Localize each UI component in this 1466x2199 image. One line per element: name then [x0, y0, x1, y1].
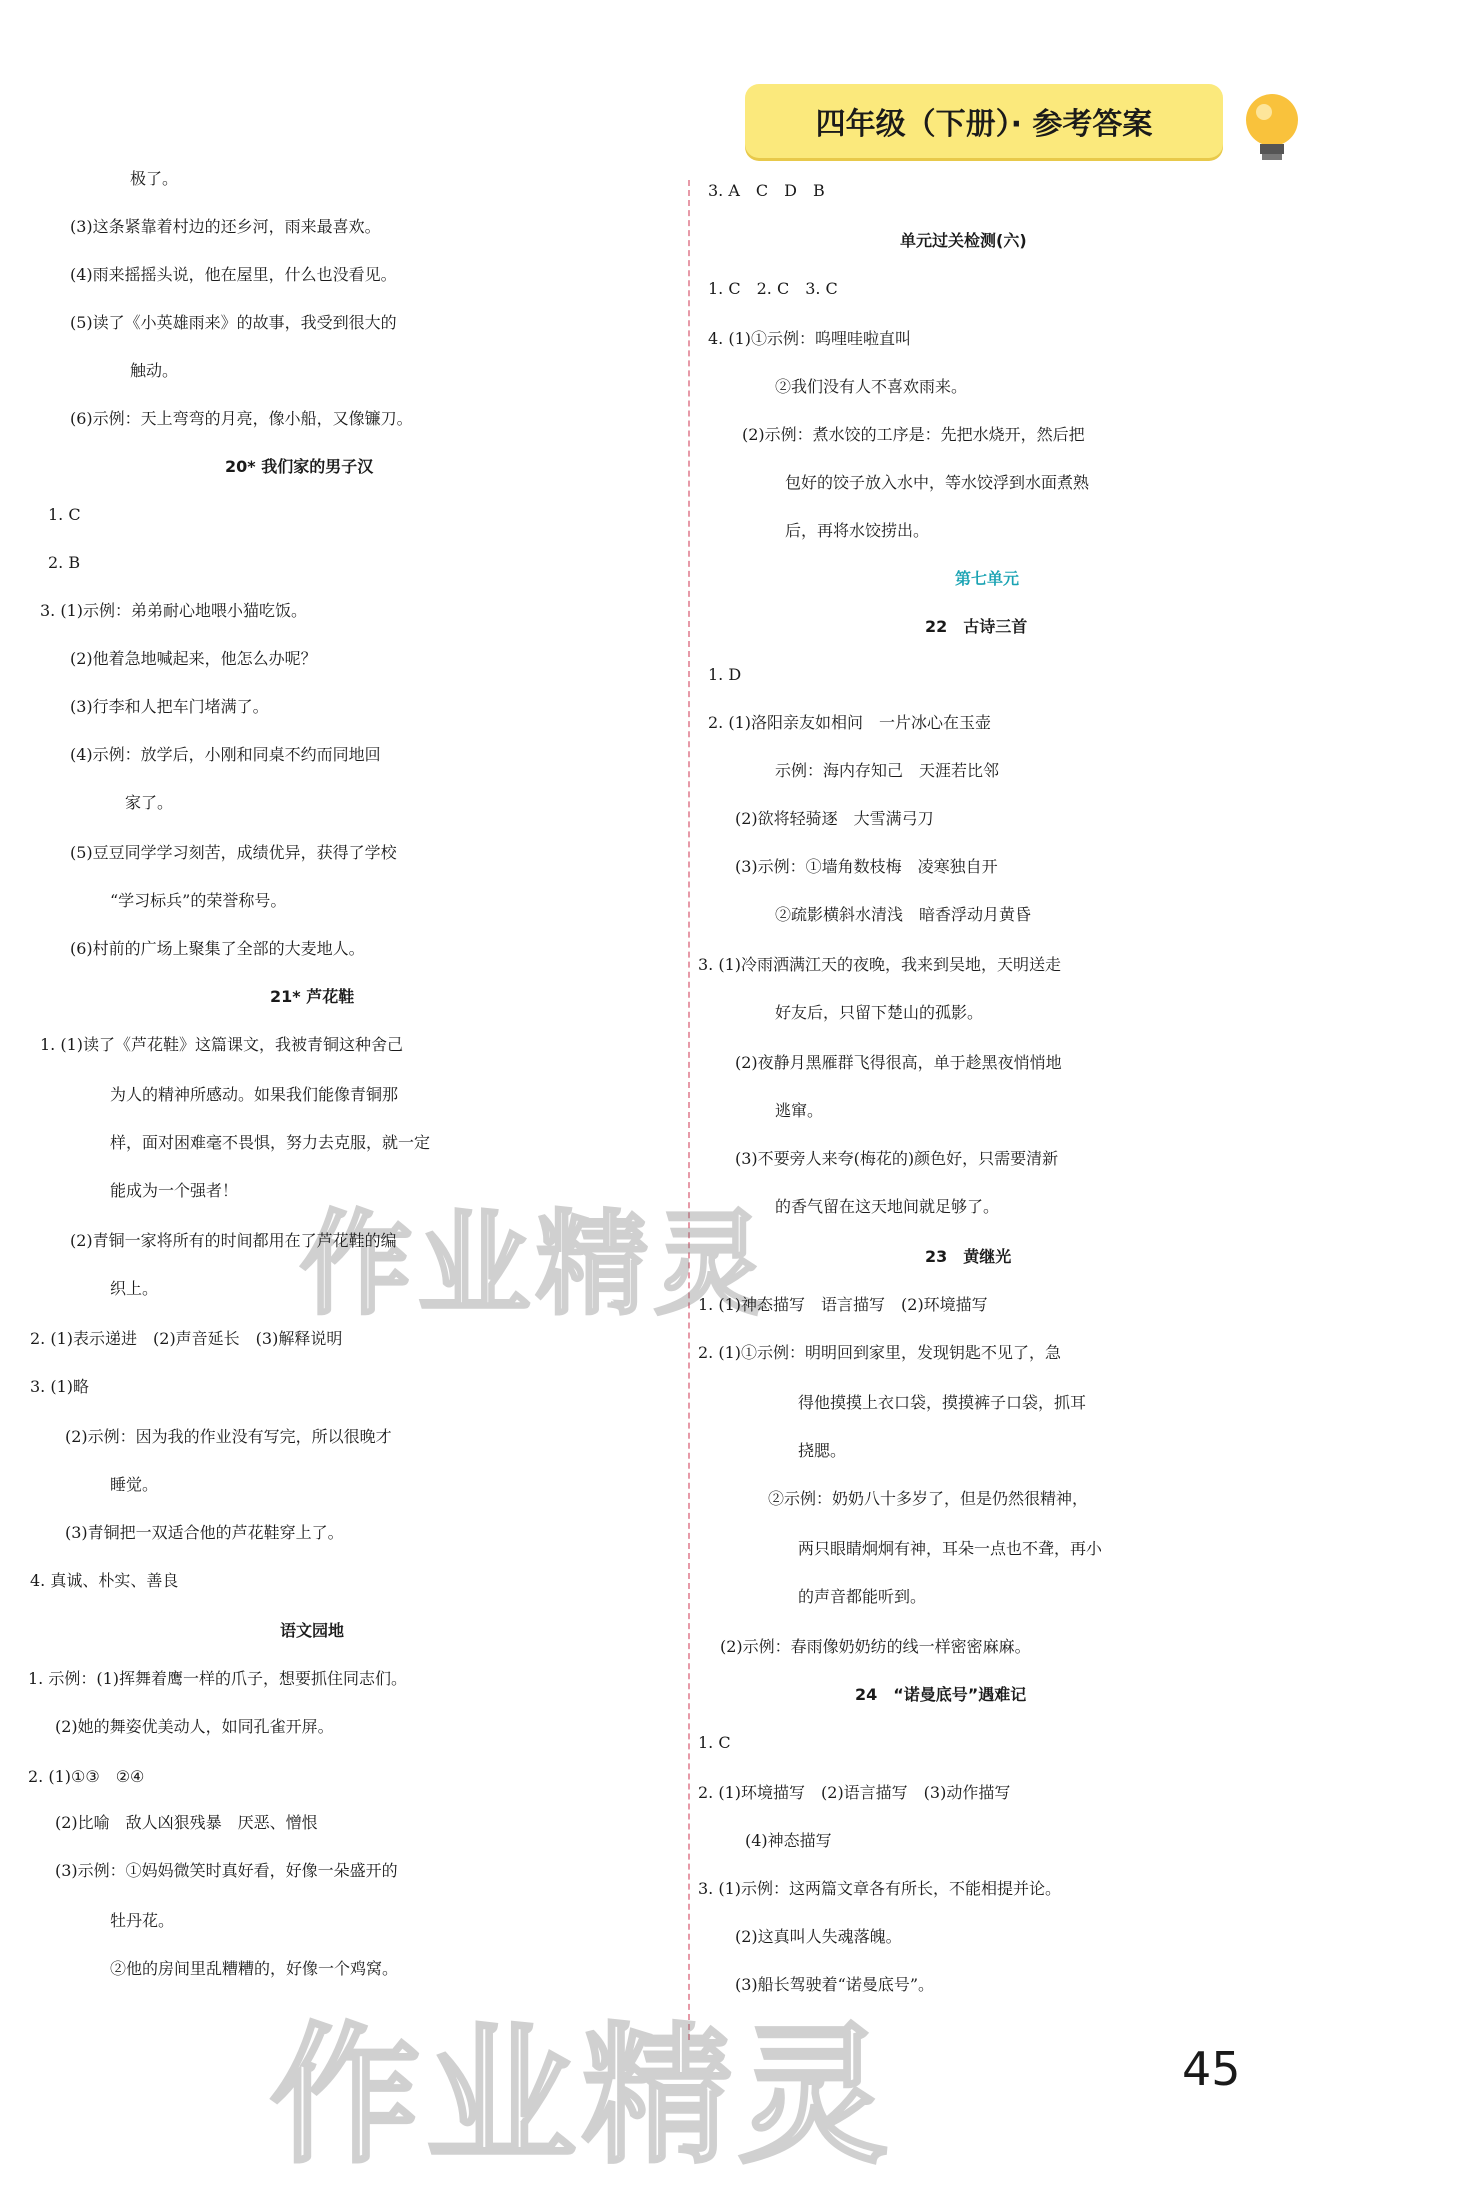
answer-line: (3)行李和人把车门堵满了。	[70, 697, 269, 716]
answer-line: (3)这条紧靠着村边的还乡河，雨来最喜欢。	[70, 217, 381, 236]
page-number: 45	[1182, 2042, 1241, 2096]
section-heading: 语文园地	[280, 1621, 345, 1640]
answer-line: 1. C	[48, 505, 81, 524]
answer-line: (2)欲将轻骑逐 大雪满弓刀	[735, 809, 934, 828]
answer-line: 示例：海内存知己 天涯若比邻	[775, 761, 1000, 780]
answer-line: 的香气留在这天地间就足够了。	[775, 1197, 1000, 1216]
answer-line: 为人的精神所感动。如果我们能像青铜那	[110, 1085, 399, 1104]
answer-line: 1. (1)读了《芦花鞋》这篇课文，我被青铜这种舍己	[40, 1035, 404, 1054]
answer-line: (2)青铜一家将所有的时间都用在了芦花鞋的编	[70, 1231, 397, 1250]
answer-line: 睡觉。	[110, 1475, 159, 1494]
answer-line: 3. (1)略	[30, 1377, 90, 1396]
answer-line: 的声音都能听到。	[798, 1587, 927, 1606]
section-heading: 单元过关检测(六)	[900, 231, 1027, 250]
answer-line: (6)示例：天上弯弯的月亮，像小船，又像镰刀。	[70, 409, 413, 428]
section-heading: 21* 芦花鞋	[270, 987, 355, 1006]
lightbulb-icon	[1232, 84, 1312, 174]
answer-line: 2. (1)①示例：明明回到家里，发现钥匙不见了，急	[698, 1343, 1062, 1362]
answer-line: (4)神态描写	[745, 1831, 832, 1850]
header-title: 四年级（下册）· 参考答案	[815, 107, 1153, 142]
answer-line: 2. (1)洛阳亲友如相问 一片冰心在玉壶	[708, 713, 992, 732]
answer-line: 1. C 2. C 3. C	[708, 279, 838, 298]
answer-line: (3)不要旁人来夸(梅花的)颜色好，只需要清新	[735, 1149, 1059, 1168]
answer-line: 极了。	[130, 169, 179, 188]
answer-line: 2. B	[48, 553, 81, 572]
answer-key-header	[745, 84, 1223, 158]
answer-line: 1. 示例：(1)挥舞着鹰一样的爪子，想要抓住同志们。	[28, 1669, 408, 1688]
answer-line: 包好的饺子放入水中，等水饺浮到水面煮熟	[785, 473, 1090, 492]
answer-line: ②疏影横斜水清浅 暗香浮动月黄昏	[775, 905, 1032, 924]
answer-line: 3. (1)示例：这两篇文章各有所长，不能相提并论。	[698, 1879, 1062, 1898]
answer-line: 触动。	[130, 361, 179, 380]
answer-line: 得他摸摸上衣口袋，摸摸裤子口袋，抓耳	[798, 1393, 1087, 1412]
answer-line: 挠腮。	[798, 1441, 847, 1460]
answer-line: 1. C	[698, 1733, 731, 1752]
answer-line: 3. (1)冷雨洒满江天的夜晚，我来到吴地，天明送走	[698, 955, 1062, 974]
answer-line: (2)夜静月黑雁群飞得很高，单于趁黑夜悄悄地	[735, 1053, 1062, 1072]
answer-line: 牡丹花。	[110, 1911, 175, 1930]
answer-line: 2. (1)环境描写 (2)语言描写 (3)动作描写	[698, 1783, 1011, 1802]
answer-line: (3)示例：①墙角数枝梅 凌寒独自开	[735, 857, 998, 876]
watermark-bottom: 作业精灵	[270, 2010, 895, 2184]
answer-line: (2)比喻 敌人凶狠残暴 厌恶、憎恨	[55, 1813, 318, 1832]
answer-line: (2)这真叫人失魂落魄。	[735, 1927, 902, 1946]
answer-line: 4. 真诚、朴实、善良	[30, 1571, 179, 1590]
answer-line: 逃窜。	[775, 1101, 824, 1120]
answer-line: (6)村前的广场上聚集了全部的大麦地人。	[70, 939, 365, 958]
answer-line: 1. (1)神态描写 语言描写 (2)环境描写	[698, 1295, 988, 1314]
answer-line: (2)她的舞姿优美动人，如同孔雀开屏。	[55, 1717, 334, 1736]
answer-line: 2. (1)表示递进 (2)声音延长 (3)解释说明	[30, 1329, 343, 1348]
answer-line: (4)雨来摇摇头说，他在屋里，什么也没看见。	[70, 265, 397, 284]
answer-line: 3. (1)示例：弟弟耐心地喂小猫吃饭。	[40, 601, 308, 620]
answer-line: 后，再将水饺捞出。	[785, 521, 930, 540]
answer-line: 织上。	[110, 1279, 159, 1298]
watermark-middle: 作业精灵	[300, 1200, 772, 1330]
answer-line: (3)青铜把一双适合他的芦花鞋穿上了。	[65, 1523, 344, 1542]
answer-line: ②示例：奶奶八十多岁了，但是仍然很精神，	[768, 1489, 1089, 1508]
answer-line: 4. (1)①示例：呜哩哇啦直叫	[708, 329, 912, 348]
column-divider	[688, 180, 690, 2040]
section-heading: 24 “诺曼底号”遇难记	[855, 1685, 1027, 1704]
answer-line: 能成为一个强者！	[110, 1181, 239, 1200]
answer-line: (2)示例：春雨像奶奶纺的线一样密密麻麻。	[720, 1637, 1031, 1656]
answer-line: (5)读了《小英雄雨来》的故事，我受到很大的	[70, 313, 397, 332]
answer-line: 好友后，只留下楚山的孤影。	[775, 1003, 984, 1022]
answer-line: 两只眼睛炯炯有神，耳朵一点也不聋，再小	[798, 1539, 1103, 1558]
answer-line: (5)豆豆同学学习刻苦，成绩优异，获得了学校	[70, 843, 397, 862]
answer-line: (2)示例：煮水饺的工序是：先把水烧开，然后把	[742, 425, 1085, 444]
answer-line: “学习标兵”的荣誉称号。	[110, 891, 287, 910]
answer-line: 1. D	[708, 665, 742, 684]
answer-line: (3)船长驾驶着“诺曼底号”。	[735, 1975, 935, 1994]
answer-line: 家了。	[125, 793, 174, 812]
answer-line: (2)示例：因为我的作业没有写完，所以很晚才	[65, 1427, 392, 1446]
section-heading: 22 古诗三首	[925, 617, 1028, 636]
answer-line: (2)他着急地喊起来，他怎么办呢？	[70, 649, 317, 668]
answer-line: ②我们没有人不喜欢雨来。	[775, 377, 968, 396]
section-heading: 20* 我们家的男子汉	[225, 457, 374, 476]
answer-line: (4)示例：放学后，小刚和同桌不约而同地回	[70, 745, 381, 764]
answer-line: 3. A C D B	[708, 181, 825, 200]
section-heading: 23 黄继光	[925, 1247, 1012, 1266]
section-heading: 第七单元	[955, 569, 1020, 588]
answer-line: 样，面对困难毫不畏惧，努力去克服，就一定	[110, 1133, 431, 1152]
answer-line: 2. (1)①③ ②④	[28, 1767, 145, 1786]
answer-line: (3)示例：①妈妈微笑时真好看，好像一朵盛开的	[55, 1861, 398, 1880]
answer-line: ②他的房间里乱糟糟的，好像一个鸡窝。	[110, 1959, 399, 1978]
